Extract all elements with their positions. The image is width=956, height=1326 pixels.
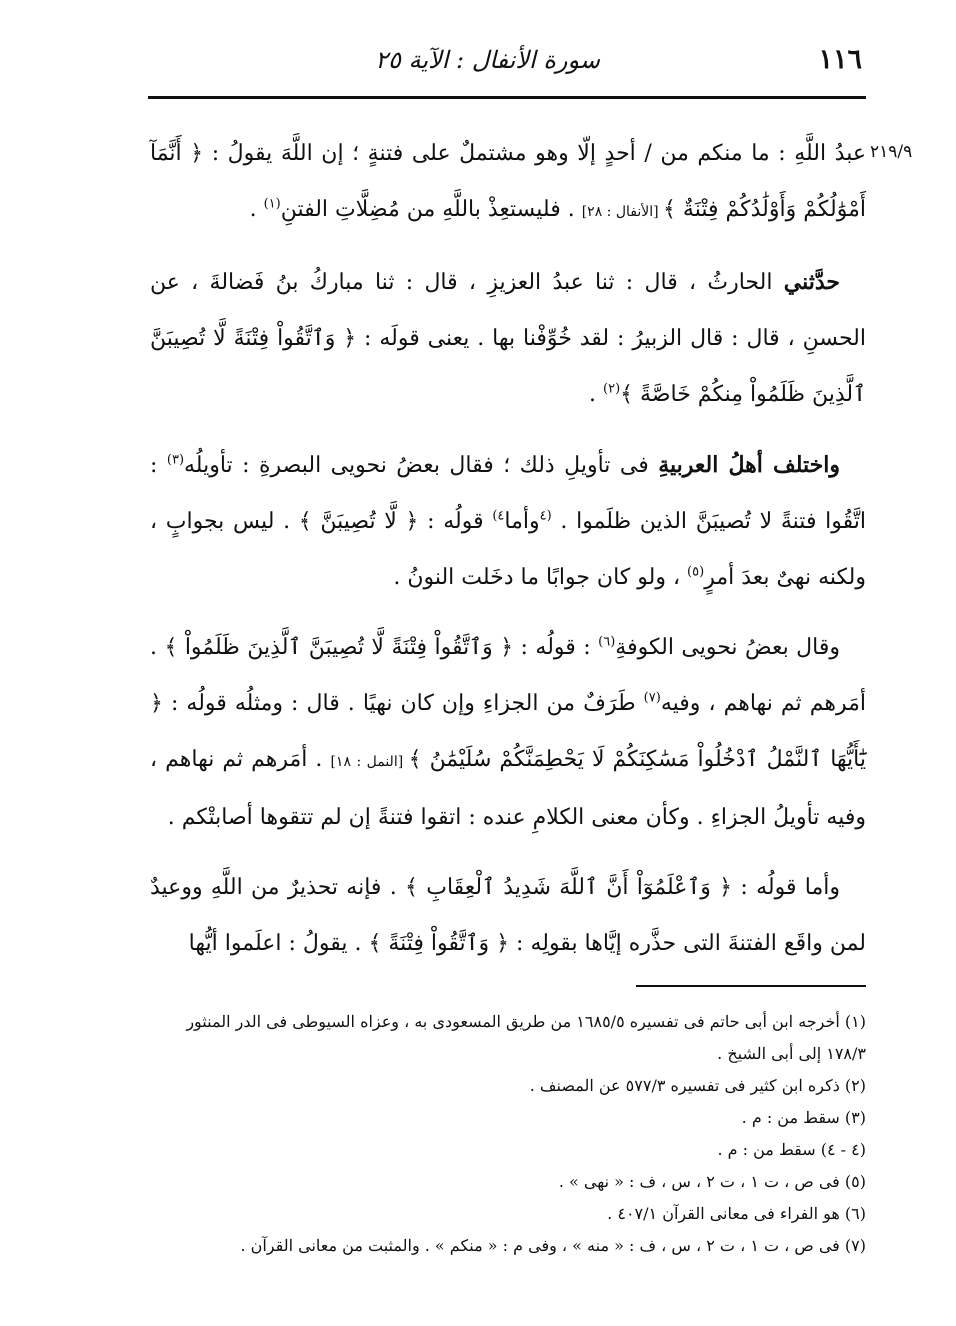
text-segment: . xyxy=(249,197,264,222)
footnote-marker: (١) xyxy=(263,196,281,212)
text-segment: ، ولو كان جوابًا ما دخَلت النونُ . xyxy=(393,565,688,590)
header-rule xyxy=(148,96,866,99)
paragraph-3 xyxy=(150,437,866,606)
footnote-6: (٦) هو الفراء فى معانى القرآن ٤٠٧/١ . xyxy=(607,1204,866,1223)
text-segment: قولُه : xyxy=(418,509,493,534)
footnote-separator xyxy=(636,985,866,987)
footnote-4: (٤ - ٤) سقط من : م . xyxy=(717,1140,866,1159)
footnote-marker: (٧) xyxy=(643,690,661,706)
footnote-marker: (٤ xyxy=(539,508,552,524)
quran-verse: ﴿ وَٱتَّقُواْ فِتْنَةً لَّا تُصِيبَنَّ ٱلَّذِينَ ظَلَمُواْ ﴾ xyxy=(164,635,514,660)
quran-verse: ﴿ وَٱعْلَمُوٓاْ أَنَّ ٱللَّهَ شَدِيدُ ٱلْعِقَابِ ﴾ xyxy=(405,875,733,900)
quran-verse: ﴿ وَٱتَّقُواْ فِتْنَةً لَّا تُصِيبَنَّ ٱلَّذِينَ ظَلَمُواْ مِنكُمْ خَاصَّةً ﴾ xyxy=(150,326,866,407)
footnote-1: (١) أخرجه ابن أبى حاتم فى تفسيره ١٦٨٥/٥ من طريق المسعودى به ، وعزاه السيوطى فى الدر المنثور ١٧٨/٣ إلى أبى الشيخ . xyxy=(186,1012,866,1063)
text-segment: الحارثُ ، قال : ثنا عبدُ العزيزِ ، قال : ثنا مباركُ بنُ فَضالةَ ، عن الحسنِ ، قال : قال الزبيرُ : لقد خُوِّفْنا بها . يعنى قولَه : xyxy=(150,270,866,351)
quran-verse: ﴿ أَنَّمَآ أَمْوَٰلُكُمْ وَأَوْلَٰدُكُمْ فِتْنَةٌ ﴾ xyxy=(150,141,866,222)
footnote-marker: (٣) xyxy=(166,452,185,468)
text-segment: : اتَّقُوا فتنةً لا تُصيبَنَّ الذين ظلَموا . xyxy=(150,453,867,534)
footnotes xyxy=(150,1006,866,1262)
page-header xyxy=(150,38,870,86)
text-segment: . يقولُ : اعلَموا أيُّها xyxy=(188,931,369,956)
text-segment: . أمَرهم ثم نهاهم ، وفيه تأويلُ الجزاءِ . وكأن معنى الكلامِ عنده : اتقوا فتنةً إن لم تتقوها أصابتْكم . xyxy=(150,747,866,830)
paragraph-1 xyxy=(150,126,866,240)
paragraph-5 xyxy=(150,860,866,972)
verse-citation: [النمل : ١٨] xyxy=(330,754,409,770)
text-segment: وقال بعضُ نحويى الكوفةِ xyxy=(615,635,840,660)
text-segment: وأما xyxy=(504,509,540,534)
footnote-marker: (٥) xyxy=(687,564,705,580)
body-text xyxy=(150,126,866,972)
running-title: سورة الأنفال : الآية ٢٥ xyxy=(375,46,600,74)
footnote-marker: (٦) xyxy=(598,634,616,650)
text-segment: فى تأويلِ ذلك ؛ فقال بعضُ نحويى البصرةِ : تأويلُه xyxy=(184,453,659,478)
text-segment: وأما قولُه : xyxy=(732,875,840,900)
paragraph-4 xyxy=(150,620,866,846)
paragraph-lead: واختلف أهلُ العربيةِ xyxy=(658,452,840,478)
quran-verse: ﴿ وَٱتَّقُواْ فِتْنَةً ﴾ xyxy=(368,931,510,956)
paragraph-lead: حدَّثني xyxy=(783,269,840,295)
footnote-marker: ٤) xyxy=(492,508,505,524)
quran-verse: ﴿ يَٰٓأَيُّهَا ٱلنَّمْلُ ٱدْخُلُواْ مَسَٰكِنَكُمْ لَا يَحْطِمَنَّكُمْ سُلَيْمَٰنُ ﴾ xyxy=(150,691,867,772)
verse-citation: [الأنفال : ٢٨] xyxy=(581,204,664,220)
text-segment: عبدُ اللَّهِ : ما منكم من / أحدٍ إلّا وهو مشتملٌ على فتنةٍ ؛ إن اللَّهَ يقولُ : xyxy=(203,141,866,166)
text-segment: : قولُه : xyxy=(513,635,599,660)
footnote-5: (٥) فى ص ، ت ١ ، ت ٢ ، س ، ف : « نهى » . xyxy=(558,1172,866,1191)
footnote-2: (٢) ذكره ابن كثير فى تفسيره ٥٧٧/٣ عن المصنف . xyxy=(529,1076,866,1095)
quran-verse: ﴿ لَّا تُصِيبَنَّ ﴾ xyxy=(298,509,419,534)
text-segment: . ليس بجوابٍ ، ولكنه نهىٌ بعدَ أمرٍ xyxy=(150,509,866,590)
text-segment: . فإنه تحذيرٌ من اللَّهِ ووعيدٌ لمن واقَع الفتنةَ التى حذَّره إيَّاها بقولِه : xyxy=(150,875,866,956)
footnote-3: (٣) سقط من : م . xyxy=(741,1108,866,1127)
text-segment: . فليستعِذْ باللَّهِ من مُضِلَّاتِ الفتنِ xyxy=(280,197,582,222)
text-segment: . أمَرهم ثم نهاهم ، وفيه xyxy=(150,635,866,716)
text-segment: . xyxy=(589,382,603,407)
footnote-marker: (٢) xyxy=(603,381,621,397)
page-number: ١١٦ xyxy=(818,44,862,75)
paragraph-2 xyxy=(150,254,866,423)
footnote-7: (٧) فى ص ، ت ١ ، ت ٢ ، س ، ف : « منه » ، وفى م : « منكم » . والمثبت من معانى القرآن . xyxy=(240,1236,866,1255)
volume-page-reference: ٢١٩/٩ xyxy=(870,142,913,162)
text-segment: طَرَفٌ من الجزاءِ وإن كان نهيًا . قال : ومثلُه قولُه : xyxy=(162,691,644,716)
